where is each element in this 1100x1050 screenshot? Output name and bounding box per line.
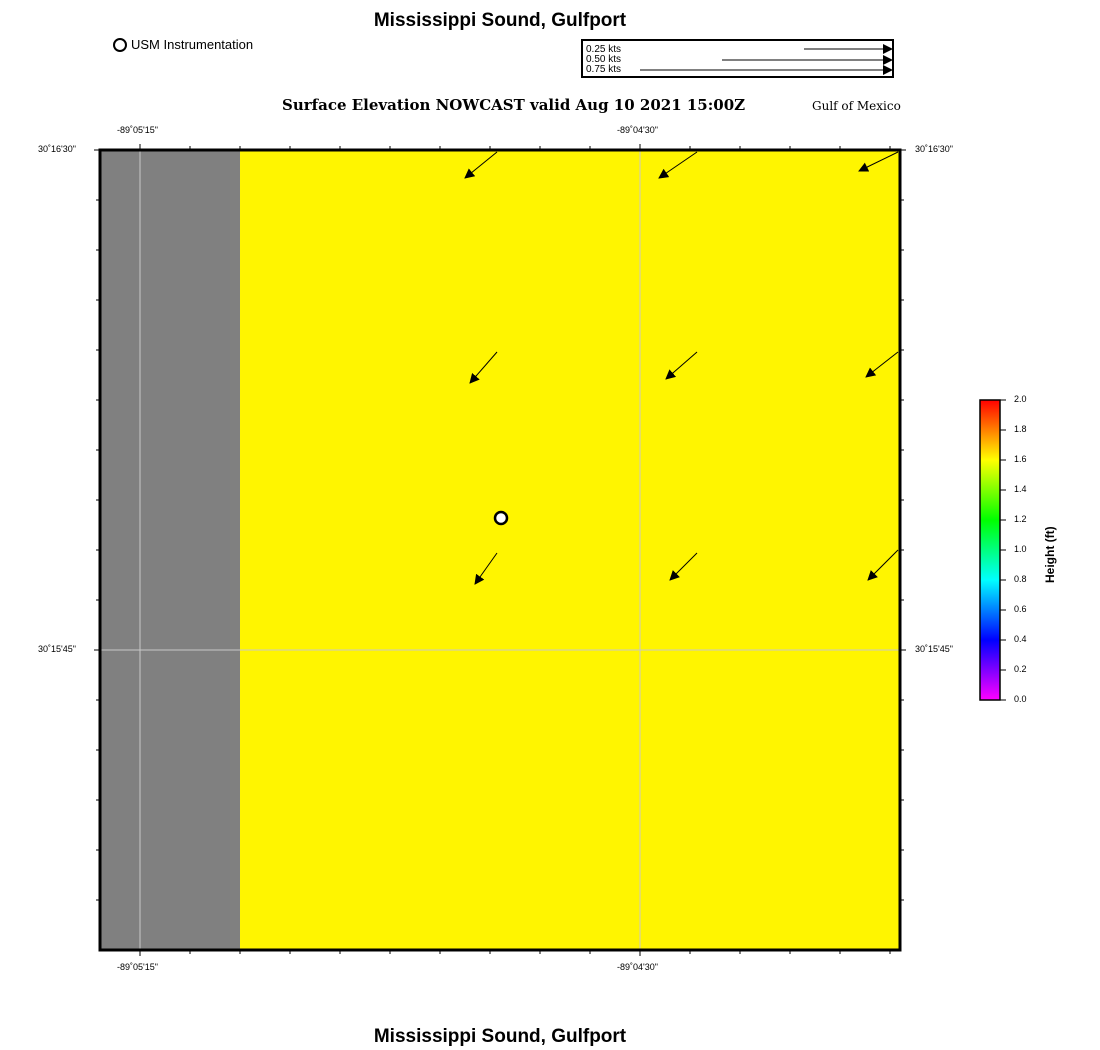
lat-tick-label-right-1: 30˚16'30" xyxy=(915,144,953,154)
land-area xyxy=(100,150,240,950)
station-legend-label: USM Instrumentation xyxy=(131,37,254,52)
colorbar-tick-label: 0.2 xyxy=(1014,664,1027,674)
colorbar-ticks xyxy=(1000,400,1006,700)
colorbar-title: Height (ft) xyxy=(1043,526,1057,583)
vector-scale-label-1: 0.25 kts xyxy=(586,44,622,55)
colorbar-tick-label: 1.8 xyxy=(1014,424,1027,434)
region-label: Gulf of Mexico xyxy=(812,99,901,113)
lat-tick-label-left-1: 30˚16'30" xyxy=(38,144,76,154)
colorbar-tick-label: 1.0 xyxy=(1014,544,1027,554)
vector-scale-label-3: 0.75 kts xyxy=(586,64,622,75)
vector-scale-label-2: 0.50 kts xyxy=(586,54,622,65)
lon-tick-label-bottom-2: -89˚04'30" xyxy=(617,962,658,972)
colorbar-tick-label: 1.6 xyxy=(1014,454,1027,464)
usm-station-marker[interactable] xyxy=(495,512,507,524)
colorbar-tick-label: 1.2 xyxy=(1014,514,1027,524)
map-footer-title: Mississippi Sound, Gulfport xyxy=(373,1026,627,1047)
colorbar xyxy=(980,400,1000,700)
colorbar-tick-label: 0.8 xyxy=(1014,574,1027,584)
lon-tick-label-top-1: -89˚05'15" xyxy=(117,125,158,135)
map-subtitle: Surface Elevation NOWCAST valid Aug 10 2021 15:00Z xyxy=(282,96,746,114)
lon-tick-label-bottom-1: -89˚05'15" xyxy=(117,962,158,972)
lat-tick-label-left-2: 30˚15'45" xyxy=(38,644,76,654)
colorbar-tick-label: 0.4 xyxy=(1014,634,1027,644)
colorbar-tick-label: 1.4 xyxy=(1014,484,1027,494)
colorbar-tick-label: 2.0 xyxy=(1014,394,1027,404)
lat-tick-label-right-2: 30˚15'45" xyxy=(915,644,953,654)
lon-tick-label-top-2: -89˚04'30" xyxy=(617,125,658,135)
colorbar-tick-label: 0.6 xyxy=(1014,604,1027,614)
colorbar-tick-label: 0.0 xyxy=(1014,694,1027,704)
map-title: Mississippi Sound, Gulfport xyxy=(373,10,627,31)
